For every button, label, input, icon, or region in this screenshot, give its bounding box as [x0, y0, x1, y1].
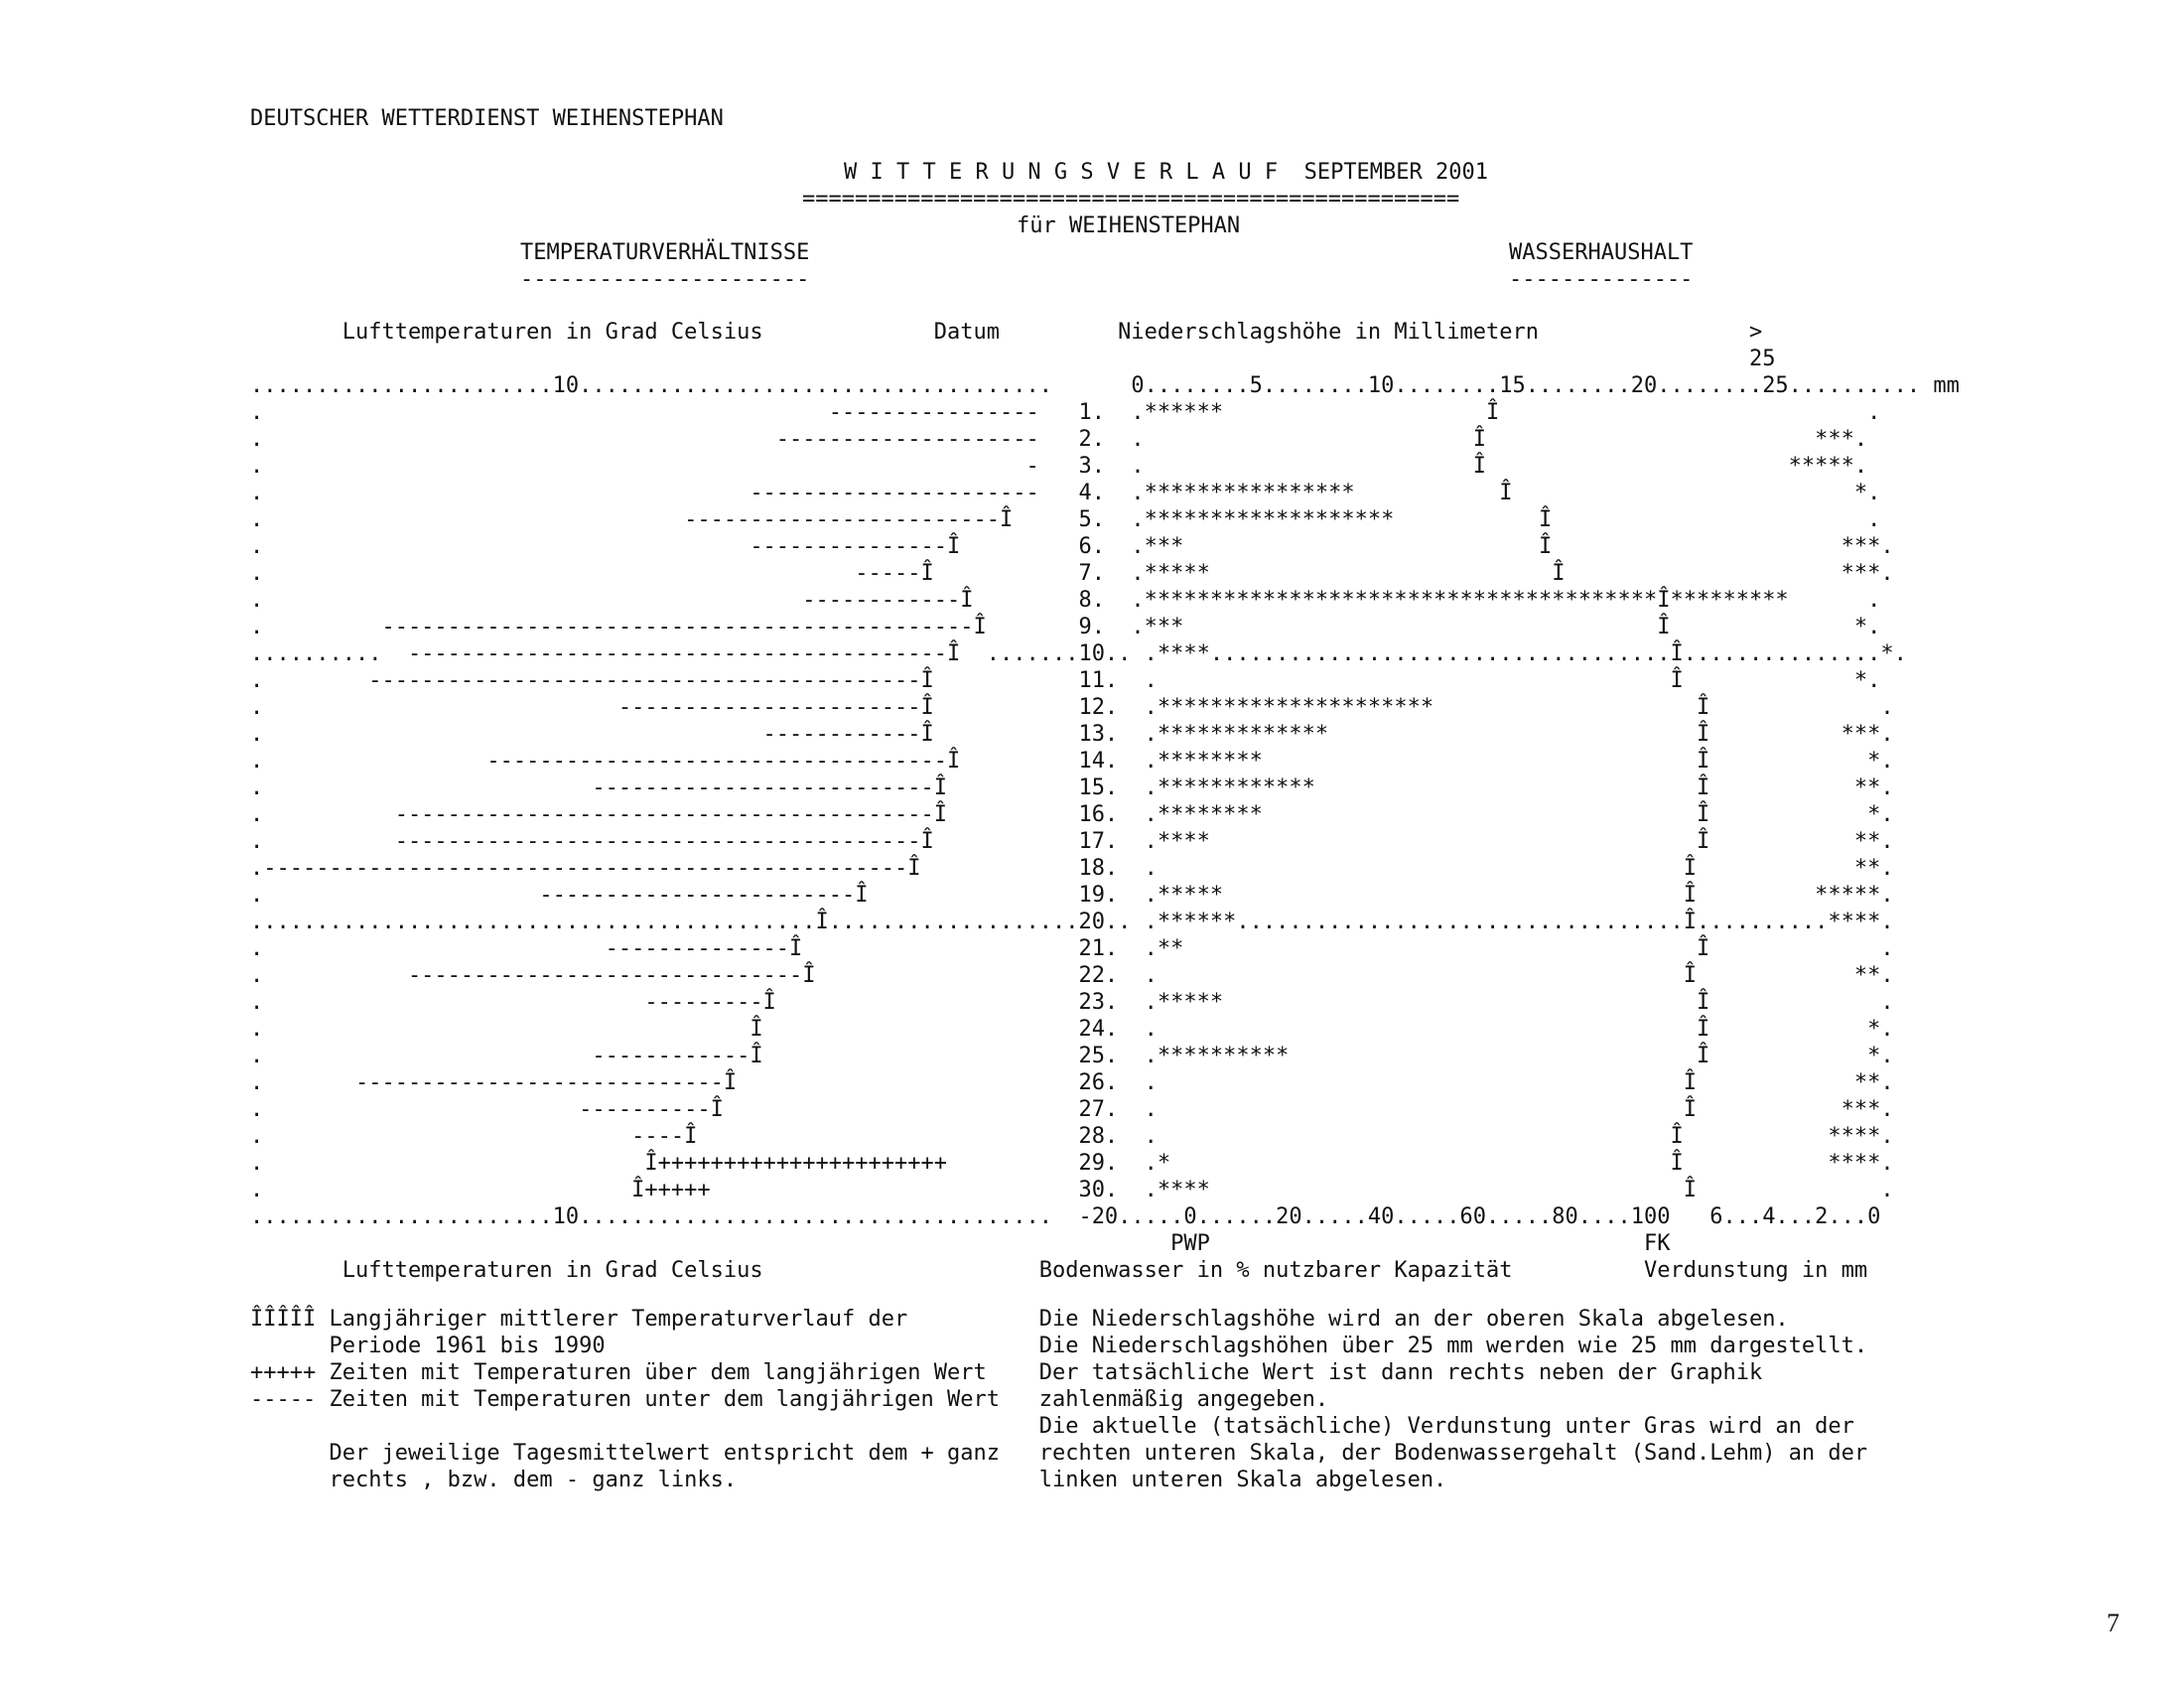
- section-temperature: TEMPERATURVERHÄLTNISSE: [520, 240, 810, 265]
- chart-line: .-------------------------------------------------Î 18. . Î **.: [250, 856, 1894, 881]
- chart-line: PWP FK: [250, 1231, 1671, 1256]
- chart-line: . ------------Î 8. .***************************************Î********* .: [250, 588, 1881, 613]
- legend-line: +++++ Zeiten mit Temperaturen über dem langjährigen Wert Der tatsächliche Wert ist dann rechts neben der Graphik: [250, 1360, 1763, 1385]
- chart-line: . -----------------------------------------Î 16. .******** Î *.: [250, 802, 1894, 827]
- chart-line: . ---------------------------------------------Î 9. .*** Î *.: [250, 615, 1881, 639]
- chart-line: . --------------Î 21. .** Î .: [250, 936, 1894, 961]
- chart-line: . ------------------------------------------Î 11. . Î *.: [250, 668, 1881, 693]
- chart-line: . ------------------------------Î 22. . Î **.: [250, 963, 1894, 988]
- chart-line: .......................10.................................... -20.....0......20.....40.....60.....80....100 6...4...2...0: [250, 1204, 1881, 1229]
- chart-line: . ----------Î 27. . Î ***.: [250, 1097, 1894, 1122]
- chart-line: . - 3. . Î *****.: [250, 454, 1868, 479]
- report-subtitle: für WEIHENSTEPHAN: [1017, 213, 1241, 238]
- chart-line: . ------------------------Î 19. .***** Î *****.: [250, 883, 1894, 908]
- chart-line: . Î+++++ 30. .**** Î .: [250, 1178, 1894, 1202]
- title-rule: ==================================================: [802, 187, 1460, 211]
- section-headings: [250, 239, 1694, 266]
- chart-line: 25: [250, 347, 1776, 371]
- chart-line: ...........................................Î...................20.. .******..................................Î..........****.: [250, 910, 1894, 934]
- legend-line: Die aktuelle (tatsächliche) Verdunstung unter Gras wird an der: [250, 1414, 1854, 1439]
- institution-header: DEUTSCHER WETTERDIENST WEIHENSTEPHAN: [250, 106, 724, 131]
- chart-line: . -------------------- 2. . Î ***.: [250, 427, 1868, 452]
- chart-line: . -----------------------------------Î 14. .******** Î *.: [250, 749, 1894, 774]
- chart-line: .......................10.................................... 0........5........10........15........20........25.......... mm: [250, 373, 1960, 398]
- chart-line: . ------------Î 25. .********** Î *.: [250, 1044, 1894, 1068]
- legend-line: rechts , bzw. dem - ganz links. linken unteren Skala abgelesen.: [250, 1468, 1447, 1492]
- chart-line: . --------------------------Î 15. .************ Î **.: [250, 775, 1894, 800]
- chart-line: . ----------------------------Î 26. . Î **.: [250, 1070, 1894, 1095]
- chart-line: . ---------Î 23. .***** Î .: [250, 990, 1894, 1015]
- chart-line: .......... -----------------------------------------Î .......10.. .****...................................Î...............*.: [250, 641, 1907, 666]
- chart-line: . ---------------------- 4. .**************** Î *.: [250, 481, 1881, 505]
- page-number: 7: [2107, 1609, 2119, 1637]
- section-rules: [250, 266, 1694, 293]
- report-title: W I T T E R U N G S V E R L A U F SEPTEMBER 2001: [844, 160, 1489, 185]
- legend-line: ----- Zeiten mit Temperaturen unter dem langjährigen Wert zahlenmäßig angegeben.: [250, 1387, 1329, 1412]
- chart-line: . Î 24. . Î *.: [250, 1017, 1894, 1042]
- legend-and-notes: [250, 1306, 1867, 1493]
- header-block: [250, 105, 1694, 293]
- chart-line: . ----------------------------------------Î 17. .**** Î **.: [250, 829, 1894, 854]
- chart-line: . ------------Î 13. .************* Î ***.: [250, 722, 1894, 747]
- chart-line: . Î++++++++++++++++++++++ 29. .* Î ****.: [250, 1151, 1894, 1176]
- chart-line: . -----Î 7. .***** Î ***.: [250, 561, 1894, 586]
- chart-line: Lufttemperaturen in Grad Celsius Bodenwasser in % nutzbarer Kapazität Verdunstung in mm: [250, 1258, 1868, 1283]
- legend-line: Periode 1961 bis 1990 Die Niederschlagshöhen über 25 mm werden wie 25 mm dargestellt.: [250, 1334, 1868, 1358]
- legend-line: Der jeweilige Tagesmittelwert entspricht dem + ganz rechten unteren Skala, der Bodenwassergehalt (Sand.Lehm) an der: [250, 1441, 1868, 1466]
- section-temperature-rule: ----------------------: [520, 267, 810, 292]
- chart-line: . -----------------------Î 12. .********************* Î .: [250, 695, 1894, 720]
- legend-line: ÎÎÎÎÎ Langjähriger mittlerer Temperaturverlauf der Die Niederschlagshöhe wird an der oberen Skala abgelesen.: [250, 1307, 1789, 1332]
- ascii-weather-chart: [250, 319, 1960, 1284]
- section-water-rule: --------------: [1509, 267, 1694, 292]
- chart-line: . ---------------Î 6. .*** Î ***.: [250, 534, 1894, 559]
- chart-line: . ----Î 28. . Î ****.: [250, 1124, 1894, 1149]
- chart-line: Lufttemperaturen in Grad Celsius Datum Niederschlagshöhe in Millimetern >: [250, 320, 1763, 345]
- section-water: WASSERHAUSHALT: [1509, 240, 1694, 265]
- chart-line: . ---------------- 1. .****** Î .: [250, 400, 1881, 425]
- chart-line: . ------------------------Î 5. .******************* Î .: [250, 507, 1881, 532]
